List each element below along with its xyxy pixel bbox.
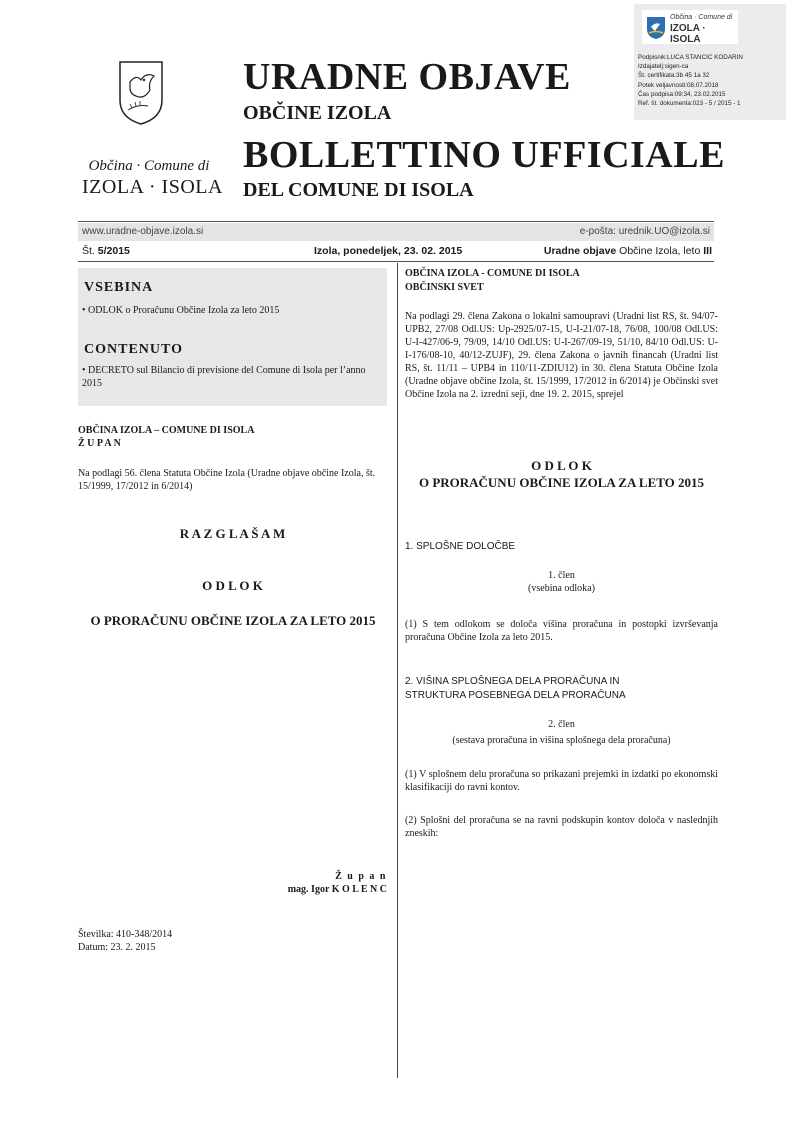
municipality-cursive: Občina · Comune di [88, 158, 210, 174]
signature-time: Čas podpisa:09:34, 23.02.2015 [638, 90, 726, 98]
right-decree-title: O PRORAČUNU OBČINE IZOLA ZA LETO 2015 [418, 475, 705, 490]
left-proclamation: R A Z G L A Š A M [179, 526, 286, 541]
info-rule [78, 261, 714, 262]
issue-place-date: Izola, ponedeljek, 23. 02. 2015 [314, 245, 463, 257]
toc-item-it[interactable]: • DECRETO sul Bilancio di previsione del Comune di Isola per l’anno 2015 [82, 365, 366, 389]
section-2-heading-line1: 2. VIŠINA SPLOŠNEGA DELA PRORAČUNA IN [405, 676, 620, 687]
signature-signer: Podpisnik:LUCA STANCIC KODARIN [638, 54, 743, 61]
article-2-subtitle: (sestava proračuna in višina splošnega dela proračuna) [452, 735, 671, 746]
toc-heading-it: CONTENUTO [84, 342, 183, 357]
digital-signature-box [634, 4, 786, 120]
signature-expiry: Potek veljavnosti:08.07.2018 [638, 81, 719, 89]
website-link[interactable]: www.uradne-objave.izola.si [82, 226, 204, 237]
signature-logo [642, 10, 738, 44]
article-1-title: 1. člen [548, 570, 575, 581]
section-2-heading-line2: STRUKTURA POSEBNEGA DELA PRORAČUNA [405, 690, 626, 701]
title-si: URADNE OBJAVE [243, 56, 571, 98]
title-it: BOLLETTINO UFFICIALE [243, 134, 725, 176]
article-2-paragraph-1: (1) V splošnem delu proračuna so prikazani prejemki in izdatki po ekonomski klasifikaciji do ravni kontov. [405, 769, 718, 793]
toc-heading-si: VSEBINA [84, 280, 154, 295]
issue-publication: Uradne objave Občine Izola, leto III [543, 245, 712, 257]
left-decree-word: O D L O K [202, 578, 263, 593]
section-1-heading: 1. SPLOŠNE DOLOČBE [405, 541, 516, 552]
shield-icon [646, 16, 666, 40]
document-number: Številka: 410-348/2014 [78, 929, 173, 940]
signature-doc-ref: Ref. št. dokumenta:023 - 5 / 2015 - 1 [638, 100, 741, 108]
left-issuer-line2: Ž U P A N [78, 438, 121, 449]
header-rule [78, 221, 714, 222]
web-bar [78, 223, 714, 241]
right-issuer-line1: OBČINA IZOLA - COMUNE DI ISOLA [405, 268, 580, 279]
article-2-paragraph-2: (2) Splošni del proračuna se na ravni podskupin kontov določa v naslednjih zneskih: [405, 815, 718, 839]
issue-number: Št. 5/2015 [82, 245, 130, 257]
article-1-paragraph-1: (1) S tem odlokom se določa višina proračuna in postopki izvrševanja proračuna Občine Izola za leto 2015. [405, 619, 718, 643]
signature-issuer: Izdajatelj:sigen-ca [638, 63, 689, 71]
subtitle-it: DEL COMUNE DI ISOLA [243, 179, 474, 201]
column-divider [397, 263, 398, 1078]
municipality-caps: IZOLA · ISOLA [82, 176, 223, 198]
mayor-title: Ž u p a n [335, 871, 387, 882]
right-issuer-line2: OBČINSKI SVET [405, 282, 484, 293]
toc-item-si[interactable]: • ODLOK o Proračunu Občine Izola za leto 2015 [82, 305, 280, 316]
signature-logo-top: Občina · Comune di [670, 14, 733, 21]
subtitle-si: OBČINE IZOLA [243, 102, 392, 124]
mayor-name: mag. Igor K O L E N C [287, 884, 387, 895]
table-of-contents [78, 268, 387, 406]
right-decree-word: O D L O K [531, 458, 592, 473]
coat-of-arms-icon [118, 60, 164, 126]
left-issuer-line1: OBČINA IZOLA – COMUNE DI ISOLA [78, 425, 255, 436]
article-2-title: 2. člen [548, 719, 575, 730]
signature-logo-main: IZOLA · ISOLA [670, 23, 706, 45]
signature-cert-number: Št. certifikata:3b 45 1a 32 [638, 72, 710, 80]
document-date: Datum: 23. 2. 2015 [78, 942, 156, 953]
email-link[interactable]: e-pošta: urednik.UO@izola.si [579, 226, 710, 237]
signature-details [638, 53, 784, 108]
article-1-subtitle: (vsebina odloka) [528, 583, 595, 594]
right-preamble: Na podlagi 29. člena Zakona o lokalni samoupravi (Uradni list RS, št. 94/07-UPB2, 27/08 Odl.US: Up-2925/07-15, U-I-21/07-18, 76/08, 100/08 Odl.US: U-I-427/06-9, 79/09, 14/10 Odl.US: U-I-267/09-19, 51/10, 84/10 Odl.US: U-I-176/08-10, 40/12-ZUJF), 29. člena Zakona o javnih financah (Uradni list RS, št. 11/11 – UPB4 in 110/11-ZDIU12) in 30. člena Statuta Občine Izola (Uradne objave občine Izola, št. 15/1999, 17/2012 in 6/2014) je Občinski svet Občine Izola na 2. izredni seji, dne 19. 2. 2015, sprejel [405, 311, 718, 400]
issue-info [78, 243, 714, 259]
left-decree-title: O PRORAČUNU OBČINE IZOLA ZA LETO 2015 [90, 613, 376, 628]
left-legal-basis: Na podlagi 56. člena Statuta Občine Izola (Uradne objave občine Izola, št. 15/1999, 17/2012 in 6/2014) [78, 468, 376, 492]
